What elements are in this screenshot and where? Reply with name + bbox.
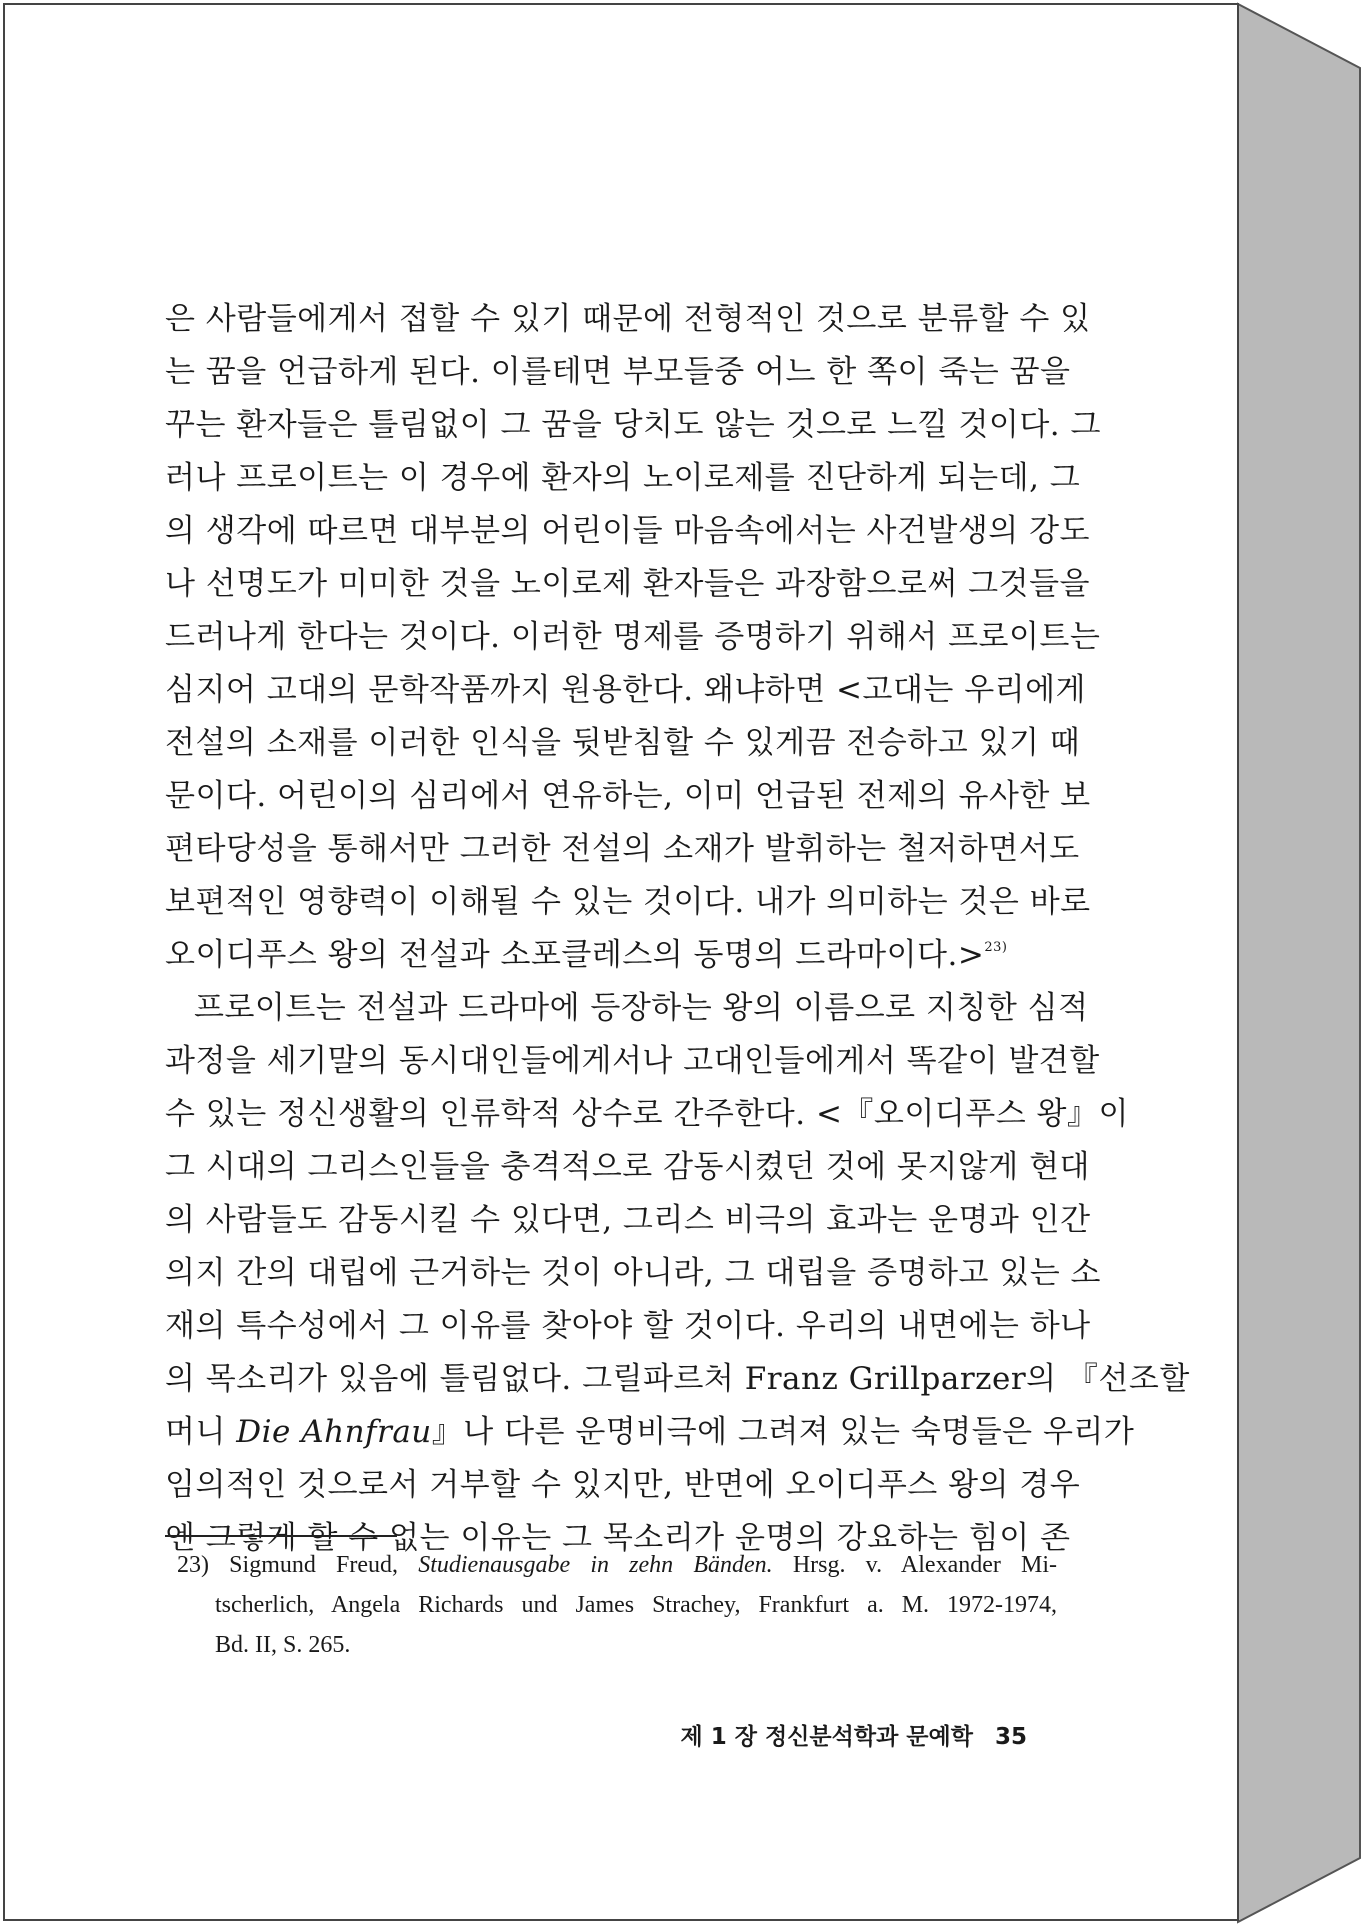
- text-line-content: 』나 다른 운명비극에 그려져 있는 숙명들은 우리가: [431, 1414, 1135, 1450]
- footnote-title: Studienausgabe in zehn Bänden.: [418, 1552, 773, 1578]
- italic-title: Die Ahnfrau: [236, 1414, 432, 1450]
- footnote-reference: 23): [984, 940, 1008, 955]
- text-line: 의 사람들도 감동시킬 수 있다면, 그리스 비극의 효과는 운명과 인간: [165, 1202, 1091, 1238]
- text-line: 꾸는 환자들은 틀림없이 그 꿈을 당치도 않는 것으로 느낄 것이다. 그: [165, 407, 1101, 443]
- footnote-line: Bd. II, S. 265.: [215, 1632, 351, 1658]
- footnote-divider: [165, 1535, 397, 1537]
- text-line: 전설의 소재를 이러한 인식을 뒷받침할 수 있게끔 전승하고 있기 때: [165, 725, 1081, 761]
- text-line: 나 선명도가 미미한 것을 노이로제 환자들은 과장함으로써 그것들을: [165, 566, 1090, 602]
- text-line: 편타당성을 통해서만 그러한 전설의 소재가 발휘하는 철저하면서도: [165, 831, 1080, 867]
- text-line: 은 사람들에게서 접할 수 있기 때문에 전형적인 것으로 분류할 수 있: [165, 301, 1091, 337]
- text-line: 프로이트는 전설과 드라마에 등장하는 왕의 이름으로 지칭한 심적: [194, 990, 1089, 1026]
- footnote-author: Sigmund Freud,: [229, 1552, 399, 1578]
- text-line: 드러나게 한다는 것이다. 이러한 명제를 증명하기 위해서 프로이트는: [165, 619, 1101, 655]
- text-line: 러나 프로이트는 이 경우에 환자의 노이로제를 진단하게 되는데, 그: [165, 460, 1081, 496]
- text-line: [165, 1406, 1135, 1459]
- text-line: 의 생각에 따르면 대부분의 어린이들 마음속에서는 사건발생의 강도: [165, 513, 1090, 549]
- text-line: 의 목소리가 있음에 틀림없다. 그릴파르처 Franz Grillparzer의 『선조할: [165, 1361, 1190, 1397]
- chapter-label: 제 1 장: [680, 1724, 757, 1750]
- text-line: 보편적인 영향력이 이해될 수 있는 것이다. 내가 의미하는 것은 바로: [165, 884, 1091, 920]
- text-line: 는 꿈을 언급하게 된다. 이를테면 부모들중 어느 한 쪽이 죽는 꿈을: [165, 354, 1071, 390]
- footnote-text: Hrsg. v. Alexander Mi-: [792, 1552, 1058, 1578]
- text-line: 문이다. 어린이의 심리에서 연유하는, 이미 언급된 전제의 유사한 보: [165, 778, 1091, 814]
- text-line: 엔 그렇게 할 수 없는 이유는 그 목소리가 운명의 강요하는 힘이 존: [165, 1520, 1071, 1556]
- text-line: 임의적인 것으로서 거부할 수 있지만, 반면에 오이디푸스 왕의 경우: [165, 1467, 1081, 1503]
- text-line: 의지 간의 대립에 근거하는 것이 아니라, 그 대립을 증명하고 있는 소: [165, 1255, 1101, 1291]
- body-text: [165, 293, 1190, 1565]
- text-line: [165, 929, 1067, 982]
- text-line-content: 머니: [165, 1414, 237, 1450]
- text-line: 그 시대의 그리스인들을 충격적으로 감동시켰던 것에 못지않게 현대: [165, 1149, 1090, 1185]
- footnote-line: [177, 1545, 1057, 1585]
- chapter-title: 정신분석학과 문예학: [764, 1724, 973, 1750]
- footnote-number: 23): [177, 1552, 209, 1578]
- footnote-line: tscherlich, Angela Richards und James Strachey, Frankfurt a. M. 1972-1974,: [215, 1592, 1057, 1618]
- text-line: 과정을 세기말의 동시대인들에게서나 고대인들에게서 똑같이 발견할: [165, 1043, 1100, 1079]
- running-footer: [645, 1718, 1027, 1751]
- text-line-content: 오이디푸스 왕의 전설과 소포클레스의 동명의 드라마이다.>: [165, 937, 985, 973]
- text-line: 수 있는 정신생활의 인류학적 상수로 간주한다. <『오이디푸스 왕』이: [165, 1096, 1129, 1132]
- text-line: 심지어 고대의 문학작품까지 원용한다. 왜냐하면 <고대는 우리에게: [165, 672, 1086, 708]
- book-page: [3, 3, 1239, 1921]
- footnote: [177, 1545, 1057, 1665]
- text-line: 재의 특수성에서 그 이유를 찾아야 할 것이다. 우리의 내면에는 하나: [165, 1308, 1091, 1344]
- page-number: 35: [994, 1724, 1027, 1750]
